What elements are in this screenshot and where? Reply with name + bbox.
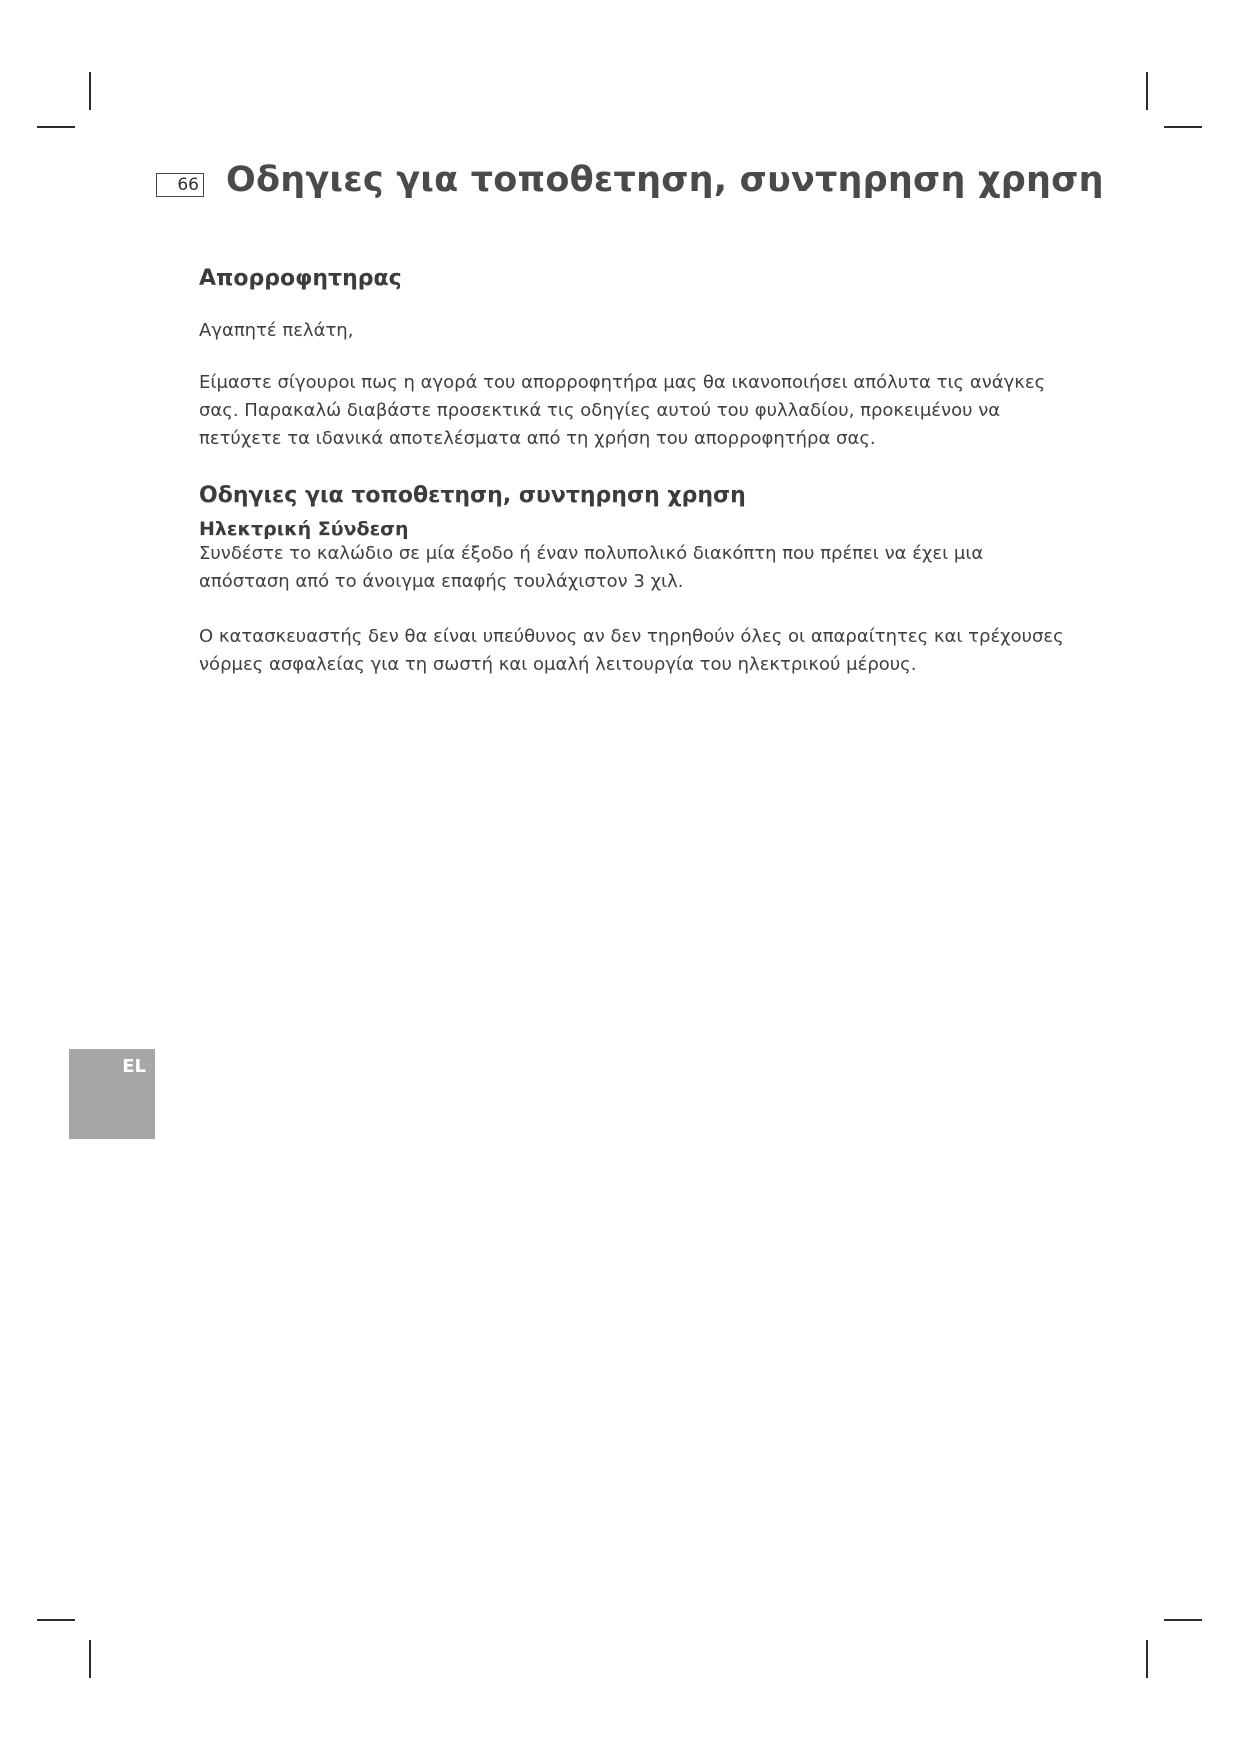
page-number: 66 xyxy=(156,173,204,197)
liability-line: Ο κατασκευαστής δεν θα είναι υπεύθυνος αν δεν τηρηθούν όλες οι απαραίτητες και τρέχουσες xyxy=(199,626,1064,647)
intro-paragraph xyxy=(199,369,1099,453)
intro-line: Είμαστε σίγουροι πως η αγορά του απορροφητήρα μας θα ικανοποιήσει απόλυτα τις ανάγκες xyxy=(199,372,1046,393)
crop-mark-top-right-vertical xyxy=(1146,72,1148,110)
crop-mark-bottom-right-vertical xyxy=(1146,1640,1148,1678)
crop-mark-top-left-horizontal xyxy=(37,126,75,128)
document-body xyxy=(199,266,1099,679)
electrical-line: Συνδέστε το καλώδιο σε μία έξοδο ή έναν πολυπολικό διακόπτη που πρέπει να έχει μια xyxy=(199,543,984,564)
crop-mark-bottom-right-horizontal xyxy=(1164,1619,1202,1621)
language-tab-label: EL xyxy=(122,1056,146,1077)
crop-mark-top-right-horizontal xyxy=(1164,126,1202,128)
electrical-line: απόσταση από το άνοιγμα επαφής τουλάχιστον 3 χιλ. xyxy=(199,571,684,592)
section-heading-hood: Απορροφητηρας xyxy=(199,266,402,291)
greeting: Αγαπητέ πελάτη, xyxy=(199,320,354,341)
liability-paragraph xyxy=(199,623,1099,679)
subheading-electrical-connection: Ηλεκτρική Σύνδεση xyxy=(199,518,409,540)
crop-mark-bottom-left-horizontal xyxy=(37,1619,75,1621)
language-tab xyxy=(69,1049,155,1139)
intro-line: πετύχετε τα ιδανικά αποτελέσματα από τη χρήση του απορροφητήρα σας. xyxy=(199,428,876,449)
section-heading-instructions: Οδηγιες για τοποθετηση, συντηρηση χρηση xyxy=(199,483,746,508)
intro-line: σας. Παρακαλώ διαβάστε προσεκτικά τις οδηγίες αυτού του φυλλαδίου, προκειμένου να xyxy=(199,400,1001,421)
crop-mark-top-left-vertical xyxy=(89,72,91,110)
crop-mark-bottom-left-vertical xyxy=(89,1640,91,1678)
liability-line: νόρμες ασφαλείας για τη σωστή και ομαλή λειτουργία του ηλεκτρικού μέρους. xyxy=(199,654,917,675)
page-title: Οδηγιες για τοποθετηση, συντηρηση χρηση xyxy=(226,160,1104,200)
electrical-paragraph xyxy=(199,540,1099,596)
